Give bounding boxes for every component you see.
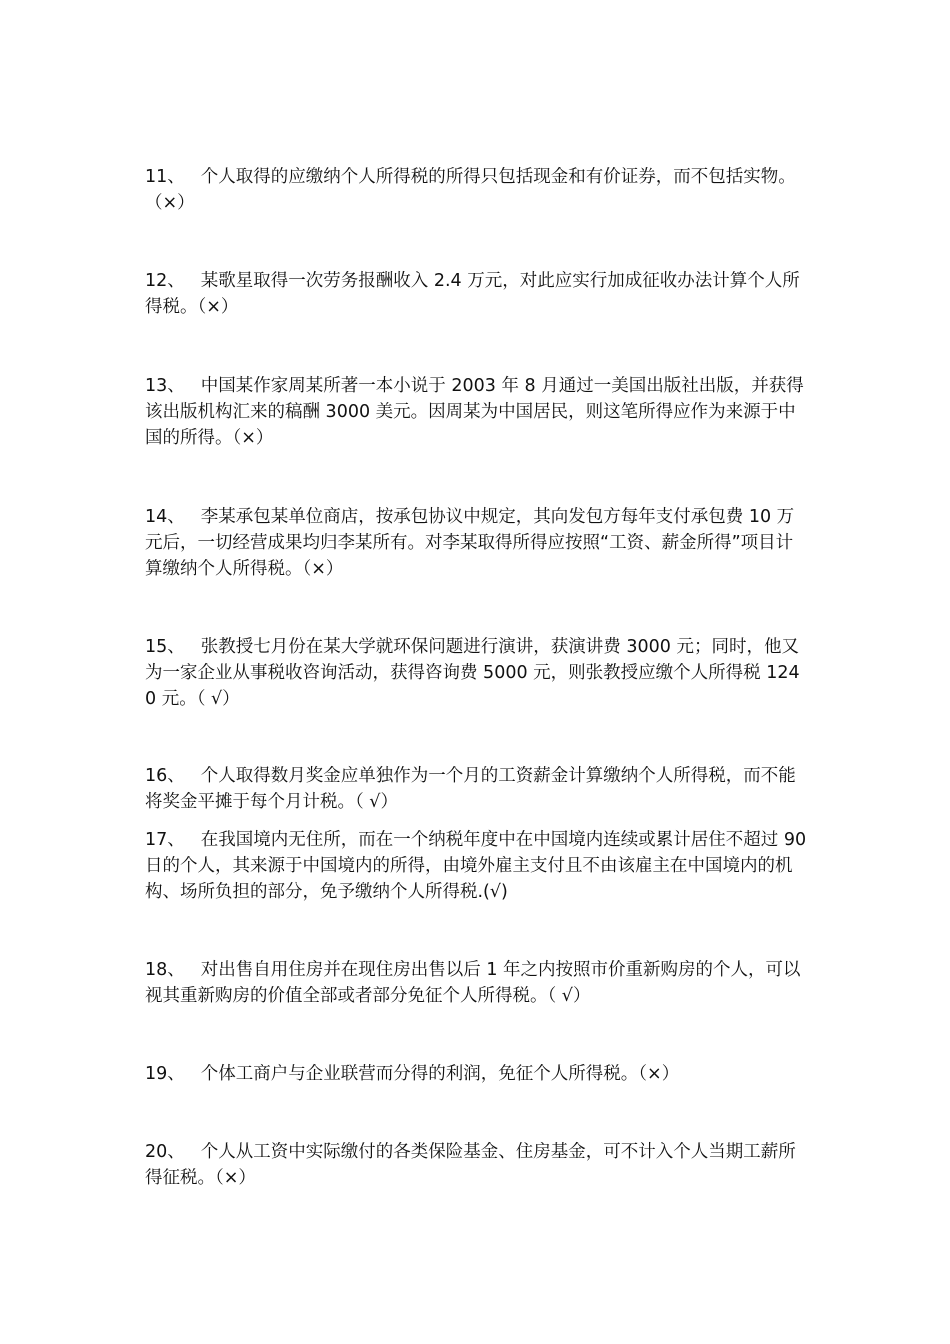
question-16: [145, 763, 810, 815]
question-number: 19、: [145, 1064, 185, 1084]
question-18: [145, 957, 810, 1009]
question-19: [145, 1061, 810, 1087]
question-15: [145, 634, 810, 712]
question-text: 个人取得的应缴纳个人所得税的所得只包括现金和有价证券，而不包括实物。（×）: [145, 167, 796, 213]
question-number: 12、: [145, 271, 185, 291]
question-text: 个人取得数月奖金应单独作为一个月的工资薪金计算缴纳个人所得税，而不能将奖金平摊于每个月计税。（ √）: [145, 766, 796, 812]
question-text: 个人从工资中实际缴付的各类保险基金、住房基金，可不计入个人当期工薪所得征税。（×）: [145, 1142, 796, 1188]
question-number: 14、: [145, 507, 185, 527]
question-text: 中国某作家周某所著一本小说于 2003 年 8 月通过一美国出版社出版，并获得该出版机构汇来的稿酬 3000 美元。因周某为中国居民，则这笔所得应作为来源于中国的所得。（×）: [145, 376, 804, 448]
question-text: 个体工商户与企业联营而分得的利润，免征个人所得税。（×）: [200, 1064, 680, 1084]
question-text: 张教授七月份在某大学就环保问题进行演讲，获演讲费 3000 元；同时，他又为一家企业从事税收咨询活动，获得咨询费 5000 元，则张教授应缴个人所得税 1240 元。（ √）: [145, 637, 800, 709]
question-11: [145, 164, 810, 216]
question-text: 在我国境内无住所，而在一个纳税年度中在中国境内连续或累计居住不超过 90 日的个人，其来源于中国境内的所得，由境外雇主支付且不由该雇主在中国境内的机构、场所负担的部分，免予缴纳个人所得税.(√): [145, 830, 807, 902]
question-number: 13、: [145, 376, 185, 396]
question-number: 17、: [145, 830, 185, 850]
question-text: 对出售自用住房并在现住房出售以后 1 年之内按照市价重新购房的个人，可以视其重新购房的价值全部或者部分免征个人所得税。（ √）: [145, 960, 801, 1006]
question-17: [145, 827, 810, 905]
question-number: 15、: [145, 637, 185, 657]
question-20: [145, 1139, 810, 1191]
question-14: [145, 504, 810, 582]
question-text: 某歌星取得一次劳务报酬收入 2.4 万元，对此应实行加成征收办法计算个人所得税。（×）: [145, 271, 800, 317]
question-12: [145, 268, 810, 320]
question-number: 20、: [145, 1142, 185, 1162]
question-number: 18、: [145, 960, 185, 980]
question-number: 11、: [145, 167, 185, 187]
question-number: 16、: [145, 766, 185, 786]
question-13: [145, 373, 810, 451]
question-text: 李某承包某单位商店，按承包协议中规定，其向发包方每年支付承包费 10 万元后，一切经营成果均归李某所有。对李某取得所得应按照“工资、薪金所得”项目计算缴纳个人所得税。（×）: [145, 507, 795, 579]
